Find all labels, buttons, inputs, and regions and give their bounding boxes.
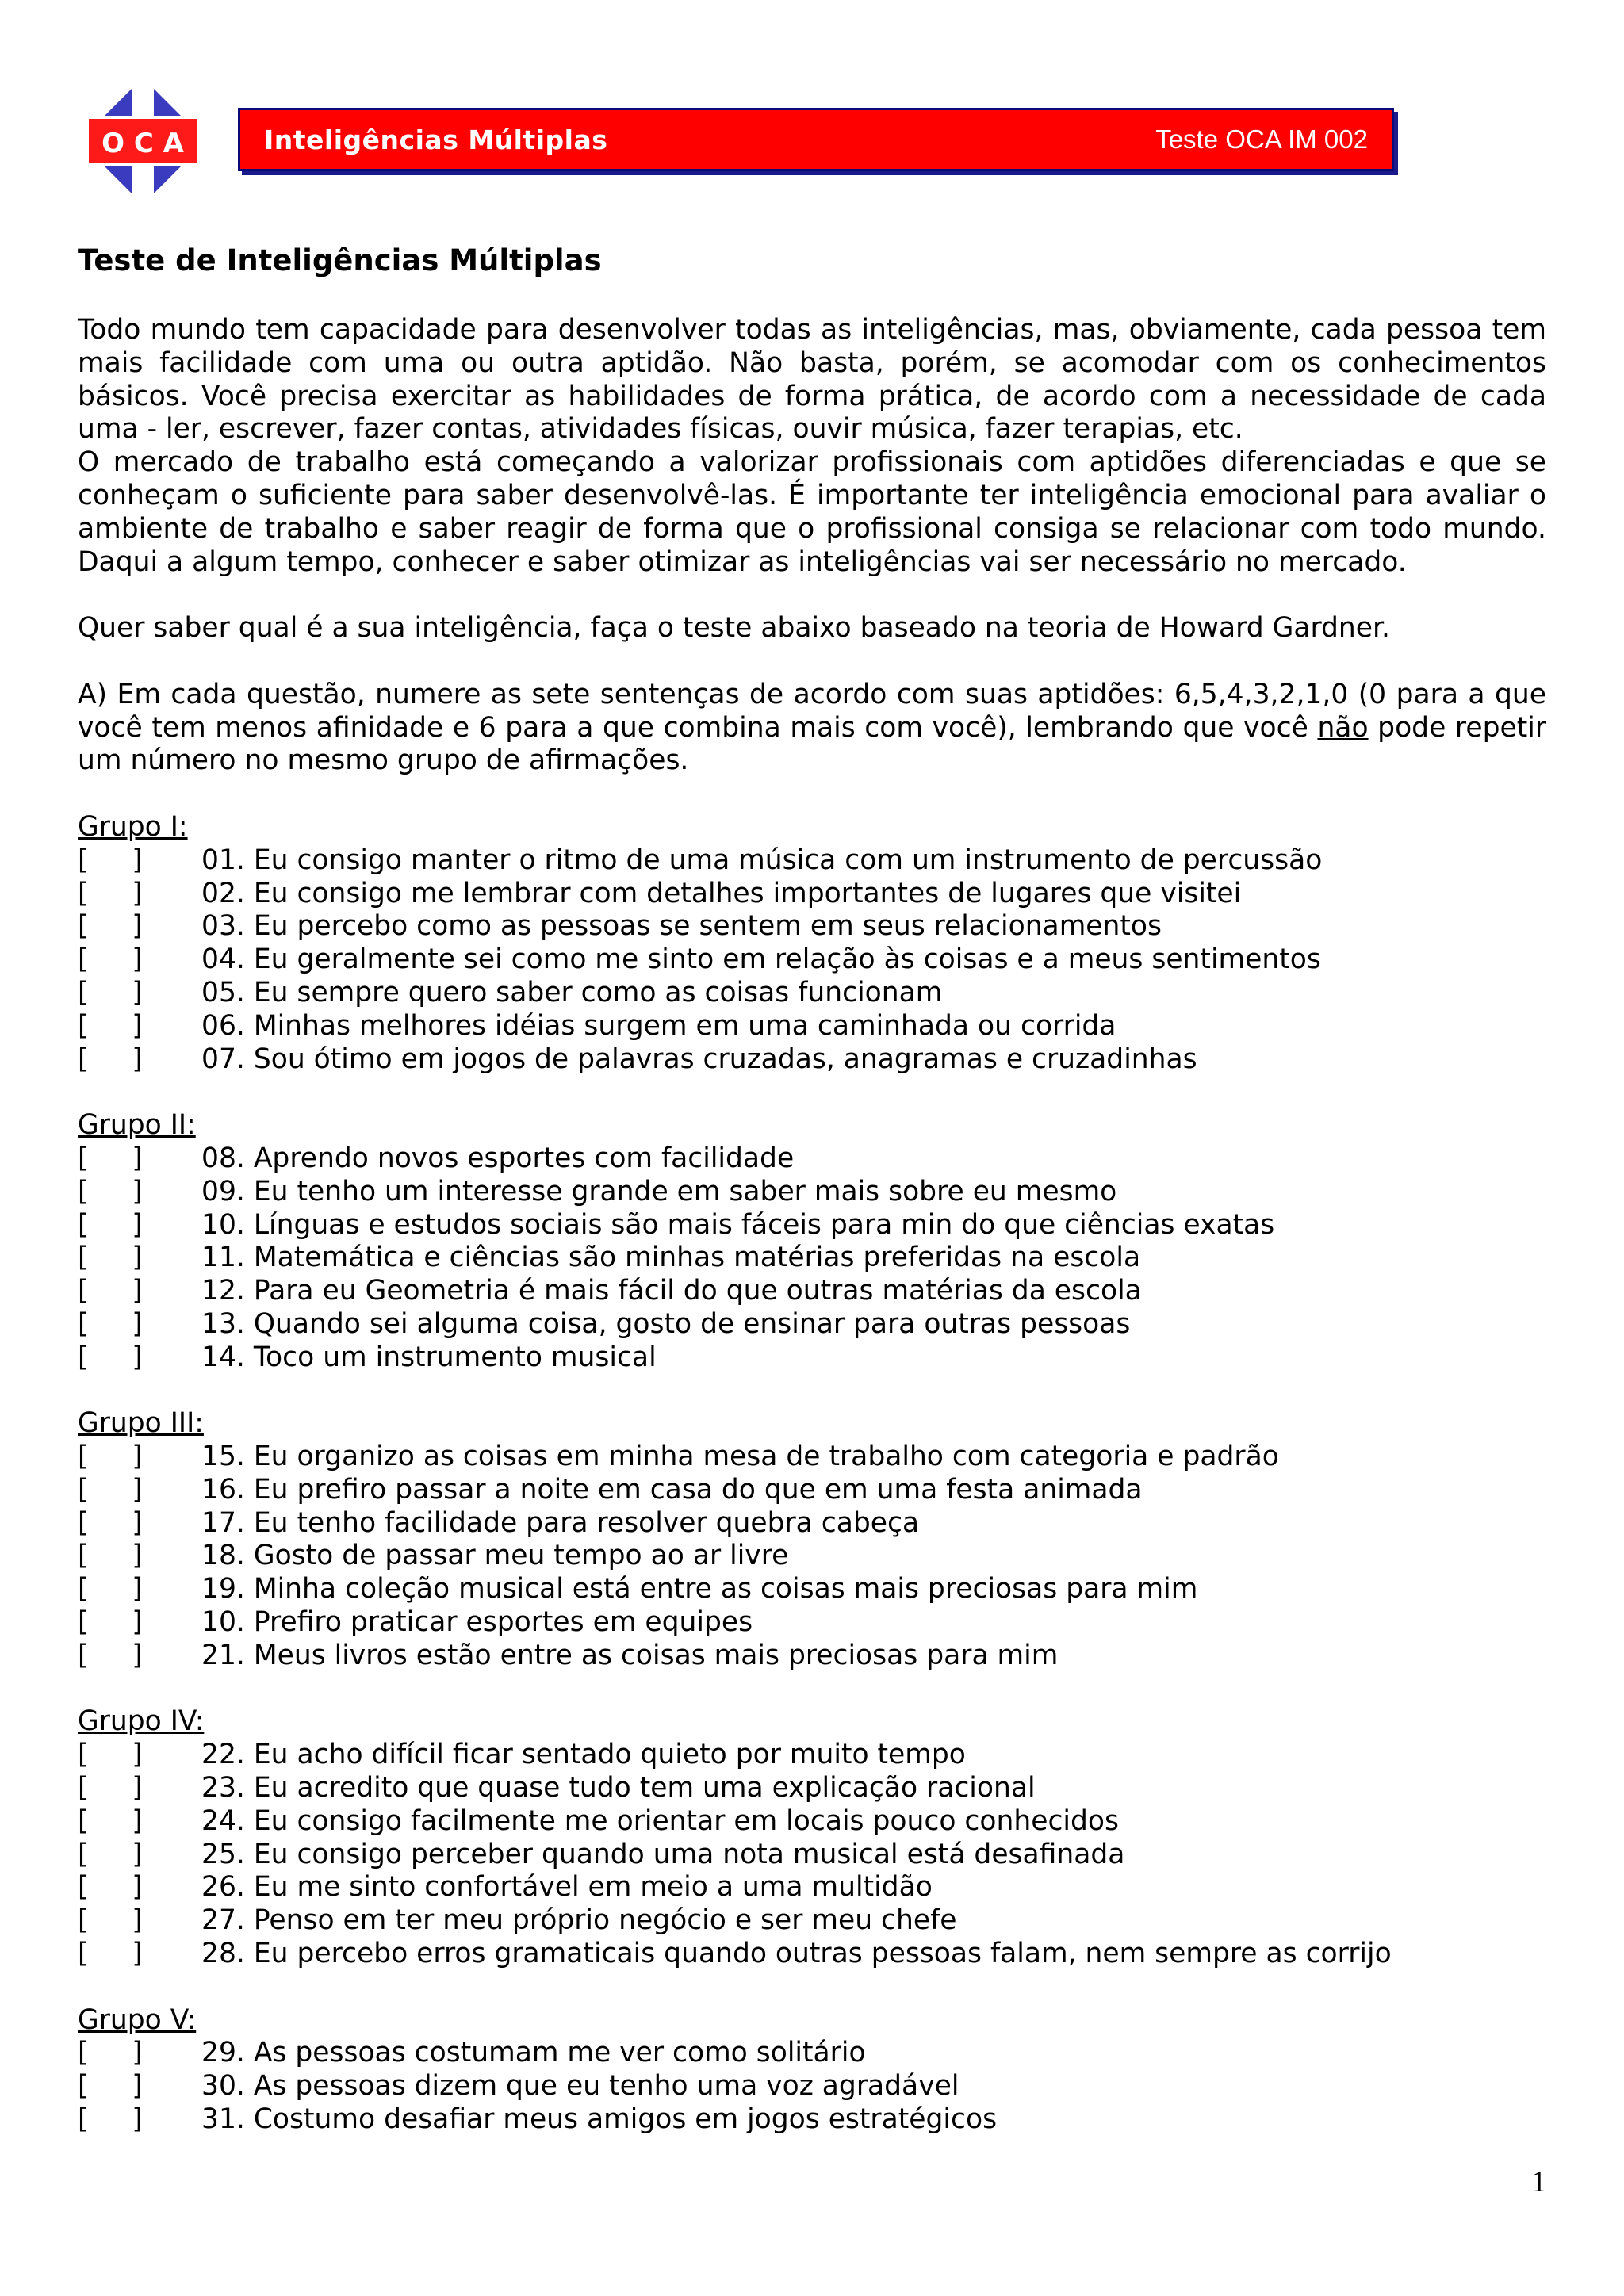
- question-item: [78, 878, 1546, 911]
- answer-box[interactable]: [ ]: [78, 1307, 143, 1340]
- question-item: [78, 1275, 1546, 1308]
- question-text: 17. Eu tenho facilidade para resolver quebra cabeça: [201, 1506, 920, 1539]
- answer-box[interactable]: [ ]: [78, 976, 143, 1008]
- question-item: [78, 1739, 1546, 1772]
- question-text: 05. Eu sempre quero saber como as coisas funcionam: [201, 976, 943, 1008]
- answer-box[interactable]: [ ]: [78, 1573, 143, 1605]
- answer-box[interactable]: [ ]: [78, 1242, 143, 1274]
- answer-box[interactable]: [ ]: [78, 844, 143, 876]
- question-item: [78, 1441, 1546, 1474]
- answer-box[interactable]: [ ]: [78, 1441, 143, 1473]
- answer-box[interactable]: [ ]: [78, 1938, 143, 1970]
- question-text: 02. Eu consigo me lembrar com detalhes importantes de lugares que visitei: [201, 877, 1242, 909]
- question-text: 06. Minhas melhores idéias surgem em uma caminhada ou corrida: [201, 1009, 1116, 1042]
- answer-box[interactable]: [ ]: [78, 1904, 143, 1937]
- instruction-text-end: pode repetir um número no mesmo grupo de afirmações.: [78, 711, 1547, 777]
- question-text: 12. Para eu Geometria é mais fácil do que outras matérias da escola: [201, 1275, 1142, 1307]
- question-text: 16. Eu prefiro passar a noite em casa do que em uma festa animada: [201, 1473, 1143, 1506]
- document-title: Teste de Inteligências Múltiplas: [78, 243, 602, 277]
- question-text: 01. Eu consigo manter o ritmo de uma música com um instrumento de percussão: [201, 844, 1323, 876]
- question-text: 13. Quando sei alguma coisa, gosto de ensinar para outras pessoas: [201, 1307, 1131, 1340]
- answer-box[interactable]: [ ]: [78, 877, 143, 909]
- group-title: Grupo III:: [78, 1407, 204, 1440]
- question-text: 26. Eu me sinto confortável em meio a uma multidão: [201, 1871, 933, 1904]
- answer-box[interactable]: [ ]: [78, 1871, 143, 1904]
- question-text: 11. Matemática e ciências são minhas matérias preferidas na escola: [201, 1242, 1141, 1274]
- question-text: 07. Sou ótimo em jogos de palavras cruzadas, anagramas e cruzadinhas: [201, 1043, 1197, 1075]
- oca-logo: [78, 76, 208, 206]
- page-number: 1: [1531, 2165, 1546, 2198]
- question-item: [78, 1772, 1546, 1805]
- answer-box[interactable]: [ ]: [78, 1606, 143, 1639]
- banner-title: Inteligências Múltiplas: [264, 124, 608, 155]
- question-item: [78, 2070, 1546, 2103]
- question-item: [78, 1640, 1546, 1673]
- group-title: Grupo IV:: [78, 1705, 205, 1738]
- answer-box[interactable]: [ ]: [78, 910, 143, 943]
- question-text: 19. Minha coleção musical está entre as coisas mais preciosas para mim: [201, 1573, 1198, 1605]
- question-item: [78, 943, 1546, 977]
- question-item: [78, 977, 1546, 1010]
- question-item: [78, 1540, 1546, 1573]
- question-text: 15. Eu organizo as coisas em minha mesa de trabalho com categoria e padrão: [201, 1441, 1279, 1473]
- instruction-underlined-word: não: [1317, 711, 1369, 744]
- question-item: [78, 1938, 1546, 1971]
- question-item: [78, 1871, 1546, 1904]
- answer-box[interactable]: [ ]: [78, 943, 143, 976]
- question-text: 28. Eu percebo erros gramaticais quando outras pessoas falam, nem sempre as corrijo: [201, 1938, 1392, 1970]
- question-text: 22. Eu acho difícil ficar sentado quieto por muito tempo: [201, 1739, 966, 1771]
- question-item: [78, 1142, 1546, 1176]
- answer-box[interactable]: [ ]: [78, 1142, 143, 1174]
- question-text: 24. Eu consigo facilmente me orientar em locais pouco conhecidos: [201, 1804, 1119, 1837]
- group-title: Grupo II:: [78, 1109, 196, 1142]
- answer-box[interactable]: [ ]: [78, 1540, 143, 1572]
- answer-box[interactable]: [ ]: [78, 1275, 143, 1307]
- answer-box[interactable]: [ ]: [78, 2070, 143, 2103]
- question-text: 21. Meus livros estão entre as coisas mais preciosas para mim: [201, 1639, 1059, 1671]
- question-item: [78, 1043, 1546, 1077]
- answer-box[interactable]: [ ]: [78, 1208, 143, 1241]
- question-item: [78, 1341, 1546, 1375]
- question-text: 10. Prefiro praticar esportes em equipes: [201, 1606, 753, 1639]
- question-item: [78, 1209, 1546, 1242]
- group-title: Grupo V:: [78, 2003, 197, 2036]
- question-text: 18. Gosto de passar meu tempo ao ar livre: [201, 1540, 789, 1572]
- question-item: [78, 1242, 1546, 1275]
- group-title: Grupo I:: [78, 810, 188, 843]
- question-text: 23. Eu acredito que quase tudo tem uma explicação racional: [201, 1772, 1036, 1804]
- question-item: [78, 1308, 1546, 1341]
- answer-box[interactable]: [ ]: [78, 1804, 143, 1837]
- intro-paragraph-1: Todo mundo tem capacidade para desenvolver todas as inteligências, mas, obviamente, cada pessoa tem mais facilidade com uma ou outra aptidão. Não basta, porém, se acomodar com os conhecimentos básicos. Você precisa exercitar as habilidades de forma prática, de acordo com a necessidade de cada uma - ler, escrever, fazer contas, atividades físicas, ouvir música, fazer terapias, etc.: [78, 314, 1546, 446]
- answer-box[interactable]: [ ]: [78, 1739, 143, 1771]
- question-text: 08. Aprendo novos esportes com facilidade: [201, 1142, 795, 1174]
- question-text: 25. Eu consigo perceber quando uma nota musical está desafinada: [201, 1838, 1125, 1870]
- question-item: [78, 1573, 1546, 1606]
- question-item: [78, 1010, 1546, 1043]
- answer-box[interactable]: [ ]: [78, 1772, 143, 1804]
- question-text: 03. Eu percebo como as pessoas se sentem em seus relacionamentos: [201, 910, 1162, 943]
- logo-text: O C A: [102, 128, 184, 159]
- question-text: 27. Penso em ter meu próprio negócio e ser meu chefe: [201, 1904, 957, 1937]
- question-text: 10. Línguas e estudos sociais são mais fáceis para min do que ciências exatas: [201, 1208, 1275, 1241]
- question-text: 31. Costumo desafiar meus amigos em jogos estratégicos: [201, 2103, 998, 2136]
- answer-box[interactable]: [ ]: [78, 1473, 143, 1506]
- question-item: [78, 844, 1546, 878]
- document-code: Teste OCA IM 002: [1155, 124, 1368, 154]
- question-item: [78, 1904, 1546, 1938]
- question-item: [78, 1839, 1546, 1872]
- question-item: [78, 910, 1546, 943]
- question-text: 29. As pessoas costumam me ver como solitário: [201, 2037, 866, 2069]
- answer-box[interactable]: [ ]: [78, 2037, 143, 2069]
- answer-box[interactable]: [ ]: [78, 1043, 143, 1075]
- question-item: [78, 1176, 1546, 1209]
- instruction-text-start: A) Em cada questão, numere as sete sentenças de acordo com suas aptidões: 6,5,4,3,2,1,0 (0 para a que você tem menos afinidade e 6 para a que combina mais com você), lembrando que você: [78, 678, 1546, 744]
- question-text: 09. Eu tenho um interesse grande em saber mais sobre eu mesmo: [201, 1175, 1117, 1207]
- question-text: 30. As pessoas dizem que eu tenho uma voz agradável: [201, 2070, 959, 2103]
- answer-box[interactable]: [ ]: [78, 2103, 143, 2136]
- question-item: [78, 1805, 1546, 1839]
- intro-paragraph-2: O mercado de trabalho está começando a valorizar profissionais com aptidões diferenciadas e que se conheçam o suficiente para saber desenvolvê-las. É importante ter inteligência emocional para avaliar o ambiente de trabalho e saber reagir de forma que o profissional consiga se relacionar com todo mundo. Daqui a algum tempo, conhecer e saber otimizar as inteligências vai ser necessário no mercado.: [78, 446, 1546, 578]
- document-body: [78, 241, 1546, 2137]
- answer-box[interactable]: [ ]: [78, 1639, 143, 1671]
- question-item: [78, 1507, 1546, 1540]
- question-text: 14. Toco um instrumento musical: [201, 1341, 657, 1373]
- instruction-paragraph: [78, 679, 1546, 778]
- answer-box[interactable]: [ ]: [78, 1175, 143, 1207]
- answer-box[interactable]: [ ]: [78, 1341, 143, 1373]
- question-text: 04. Eu geralmente sei como me sinto em relação às coisas e a meus sentimentos: [201, 943, 1321, 976]
- answer-box[interactable]: [ ]: [78, 1506, 143, 1539]
- answer-box[interactable]: [ ]: [78, 1009, 143, 1042]
- question-groups: [78, 778, 1546, 2137]
- answer-box[interactable]: [ ]: [78, 1838, 143, 1870]
- header-banner: [238, 108, 1394, 171]
- question-item: [78, 1606, 1546, 1640]
- question-item: [78, 2103, 1546, 2137]
- intro-paragraph-3: Quer saber qual é a sua inteligência, faça o teste abaixo baseado na teoria de Howard Gardner.: [78, 612, 1391, 645]
- question-item: [78, 1474, 1546, 1507]
- question-item: [78, 2037, 1546, 2070]
